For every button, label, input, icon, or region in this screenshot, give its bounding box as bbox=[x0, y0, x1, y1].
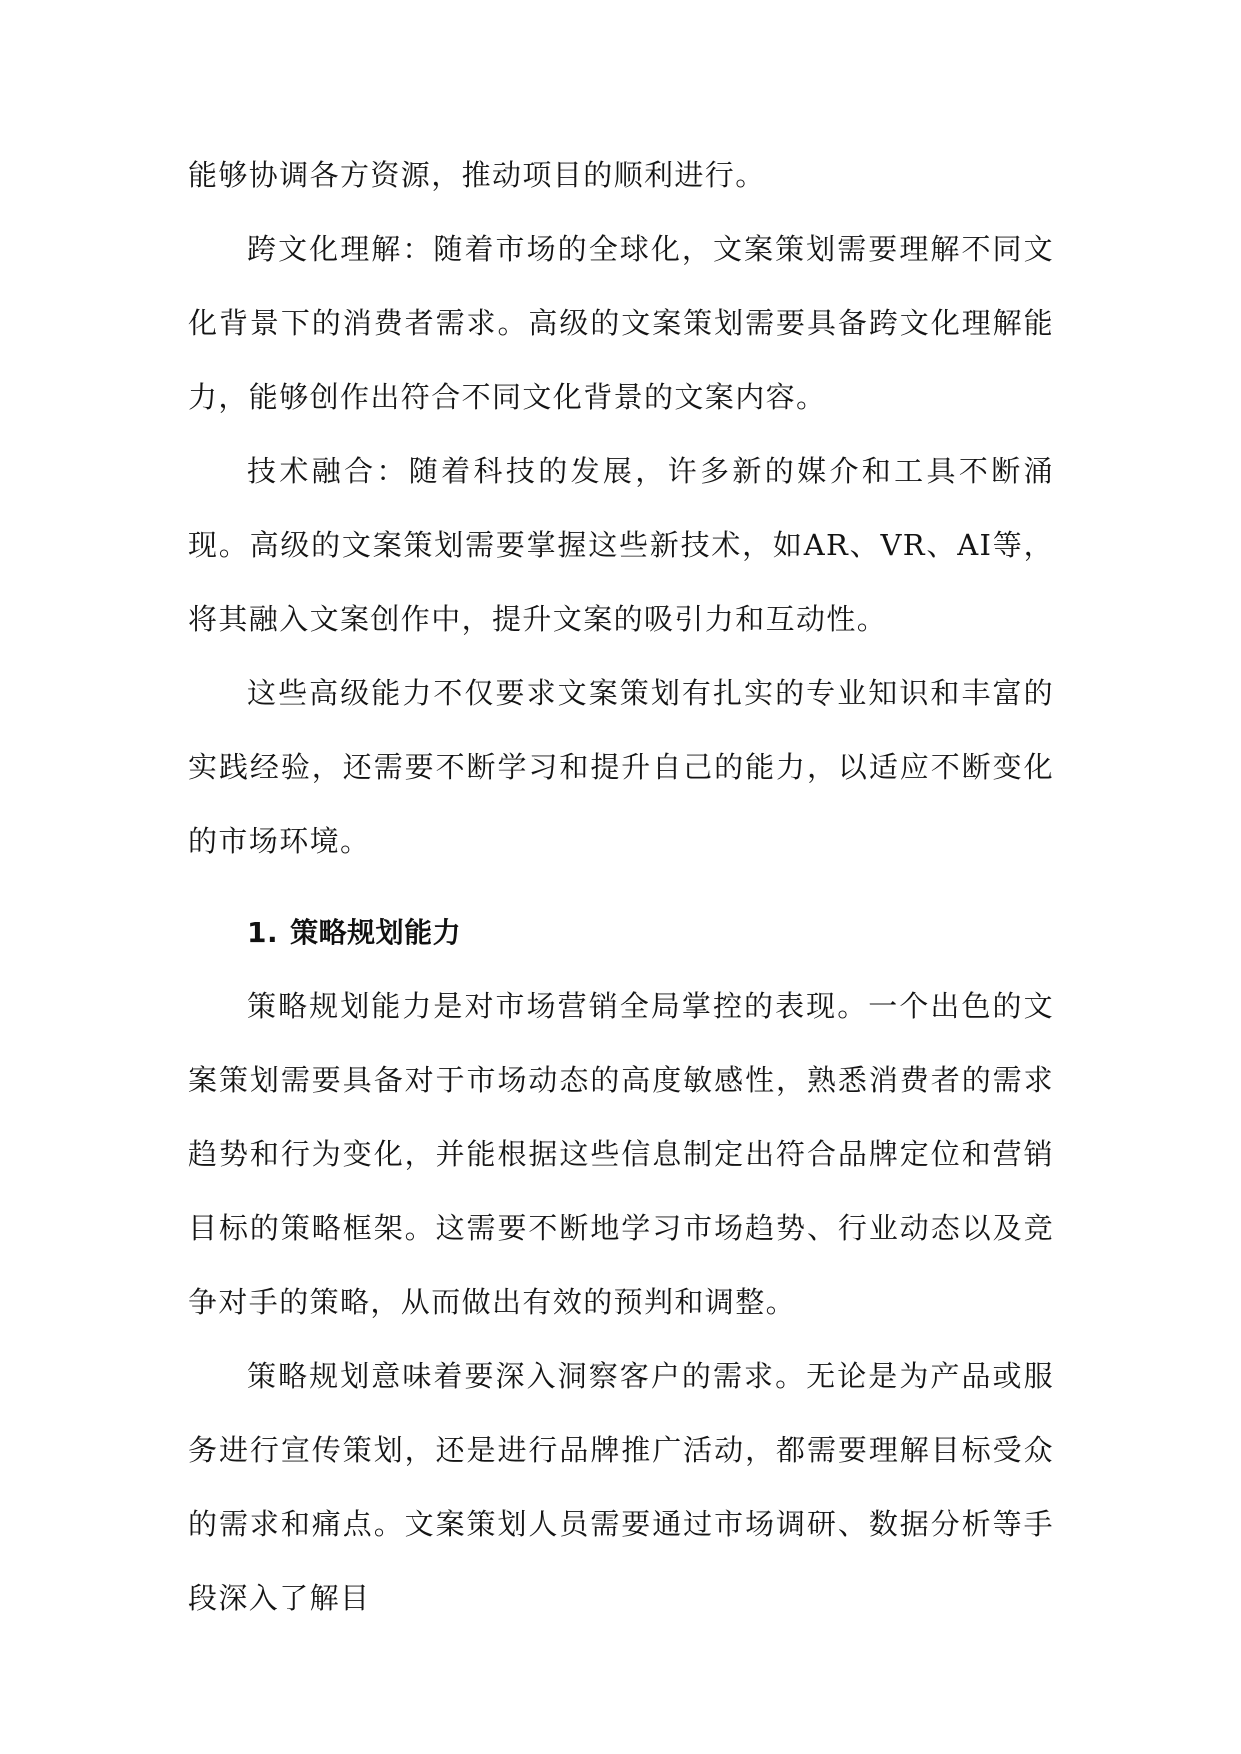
section-number: 1. bbox=[247, 916, 279, 949]
paragraph-tech-integration: 技术融合：随着科技的发展，许多新的媒介和工具不断涌现。高级的文案策划需要掌握这些新技术，如AR、VR、AI等，将其融入文案创作中，提升文案的吸引力和互动性。 bbox=[188, 454, 1054, 636]
paragraph-strategy-2: 策略规划意味着要深入洞察客户的需求。无论是为产品或服务进行宣传策划，还是进行品牌推广活动，都需要理解目标受众的需求和痛点。文案策划人员需要通过市场调研、数据分析等手段深入了解目 bbox=[188, 1359, 1054, 1615]
section-heading bbox=[188, 897, 1054, 969]
paragraph-summary: 这些高级能力不仅要求文案策划有扎实的专业知识和丰富的实践经验，还需要不断学习和提升自己的能力，以适应不断变化的市场环境。 bbox=[188, 676, 1054, 858]
section-title: 策略规划能力 bbox=[290, 916, 462, 949]
document-body bbox=[188, 138, 1054, 1635]
paragraph-cross-cultural: 跨文化理解：随着市场的全球化，文案策划需要理解不同文化背景下的消费者需求。高级的文案策划需要具备跨文化理解能力，能够创作出符合不同文化背景的文案内容。 bbox=[188, 232, 1054, 414]
paragraph-strategy-1: 策略规划能力是对市场营销全局掌控的表现。一个出色的文案策划需要具备对于市场动态的高度敏感性，熟悉消费者的需求趋势和行为变化，并能根据这些信息制定出符合品牌定位和营销目标的策略框架。这需要不断地学习市场趋势、行业动态以及竞争对手的策略，从而做出有效的预判和调整。 bbox=[188, 989, 1054, 1319]
paragraph-continued: 能够协调各方资源，推动项目的顺利进行。 bbox=[188, 158, 766, 192]
